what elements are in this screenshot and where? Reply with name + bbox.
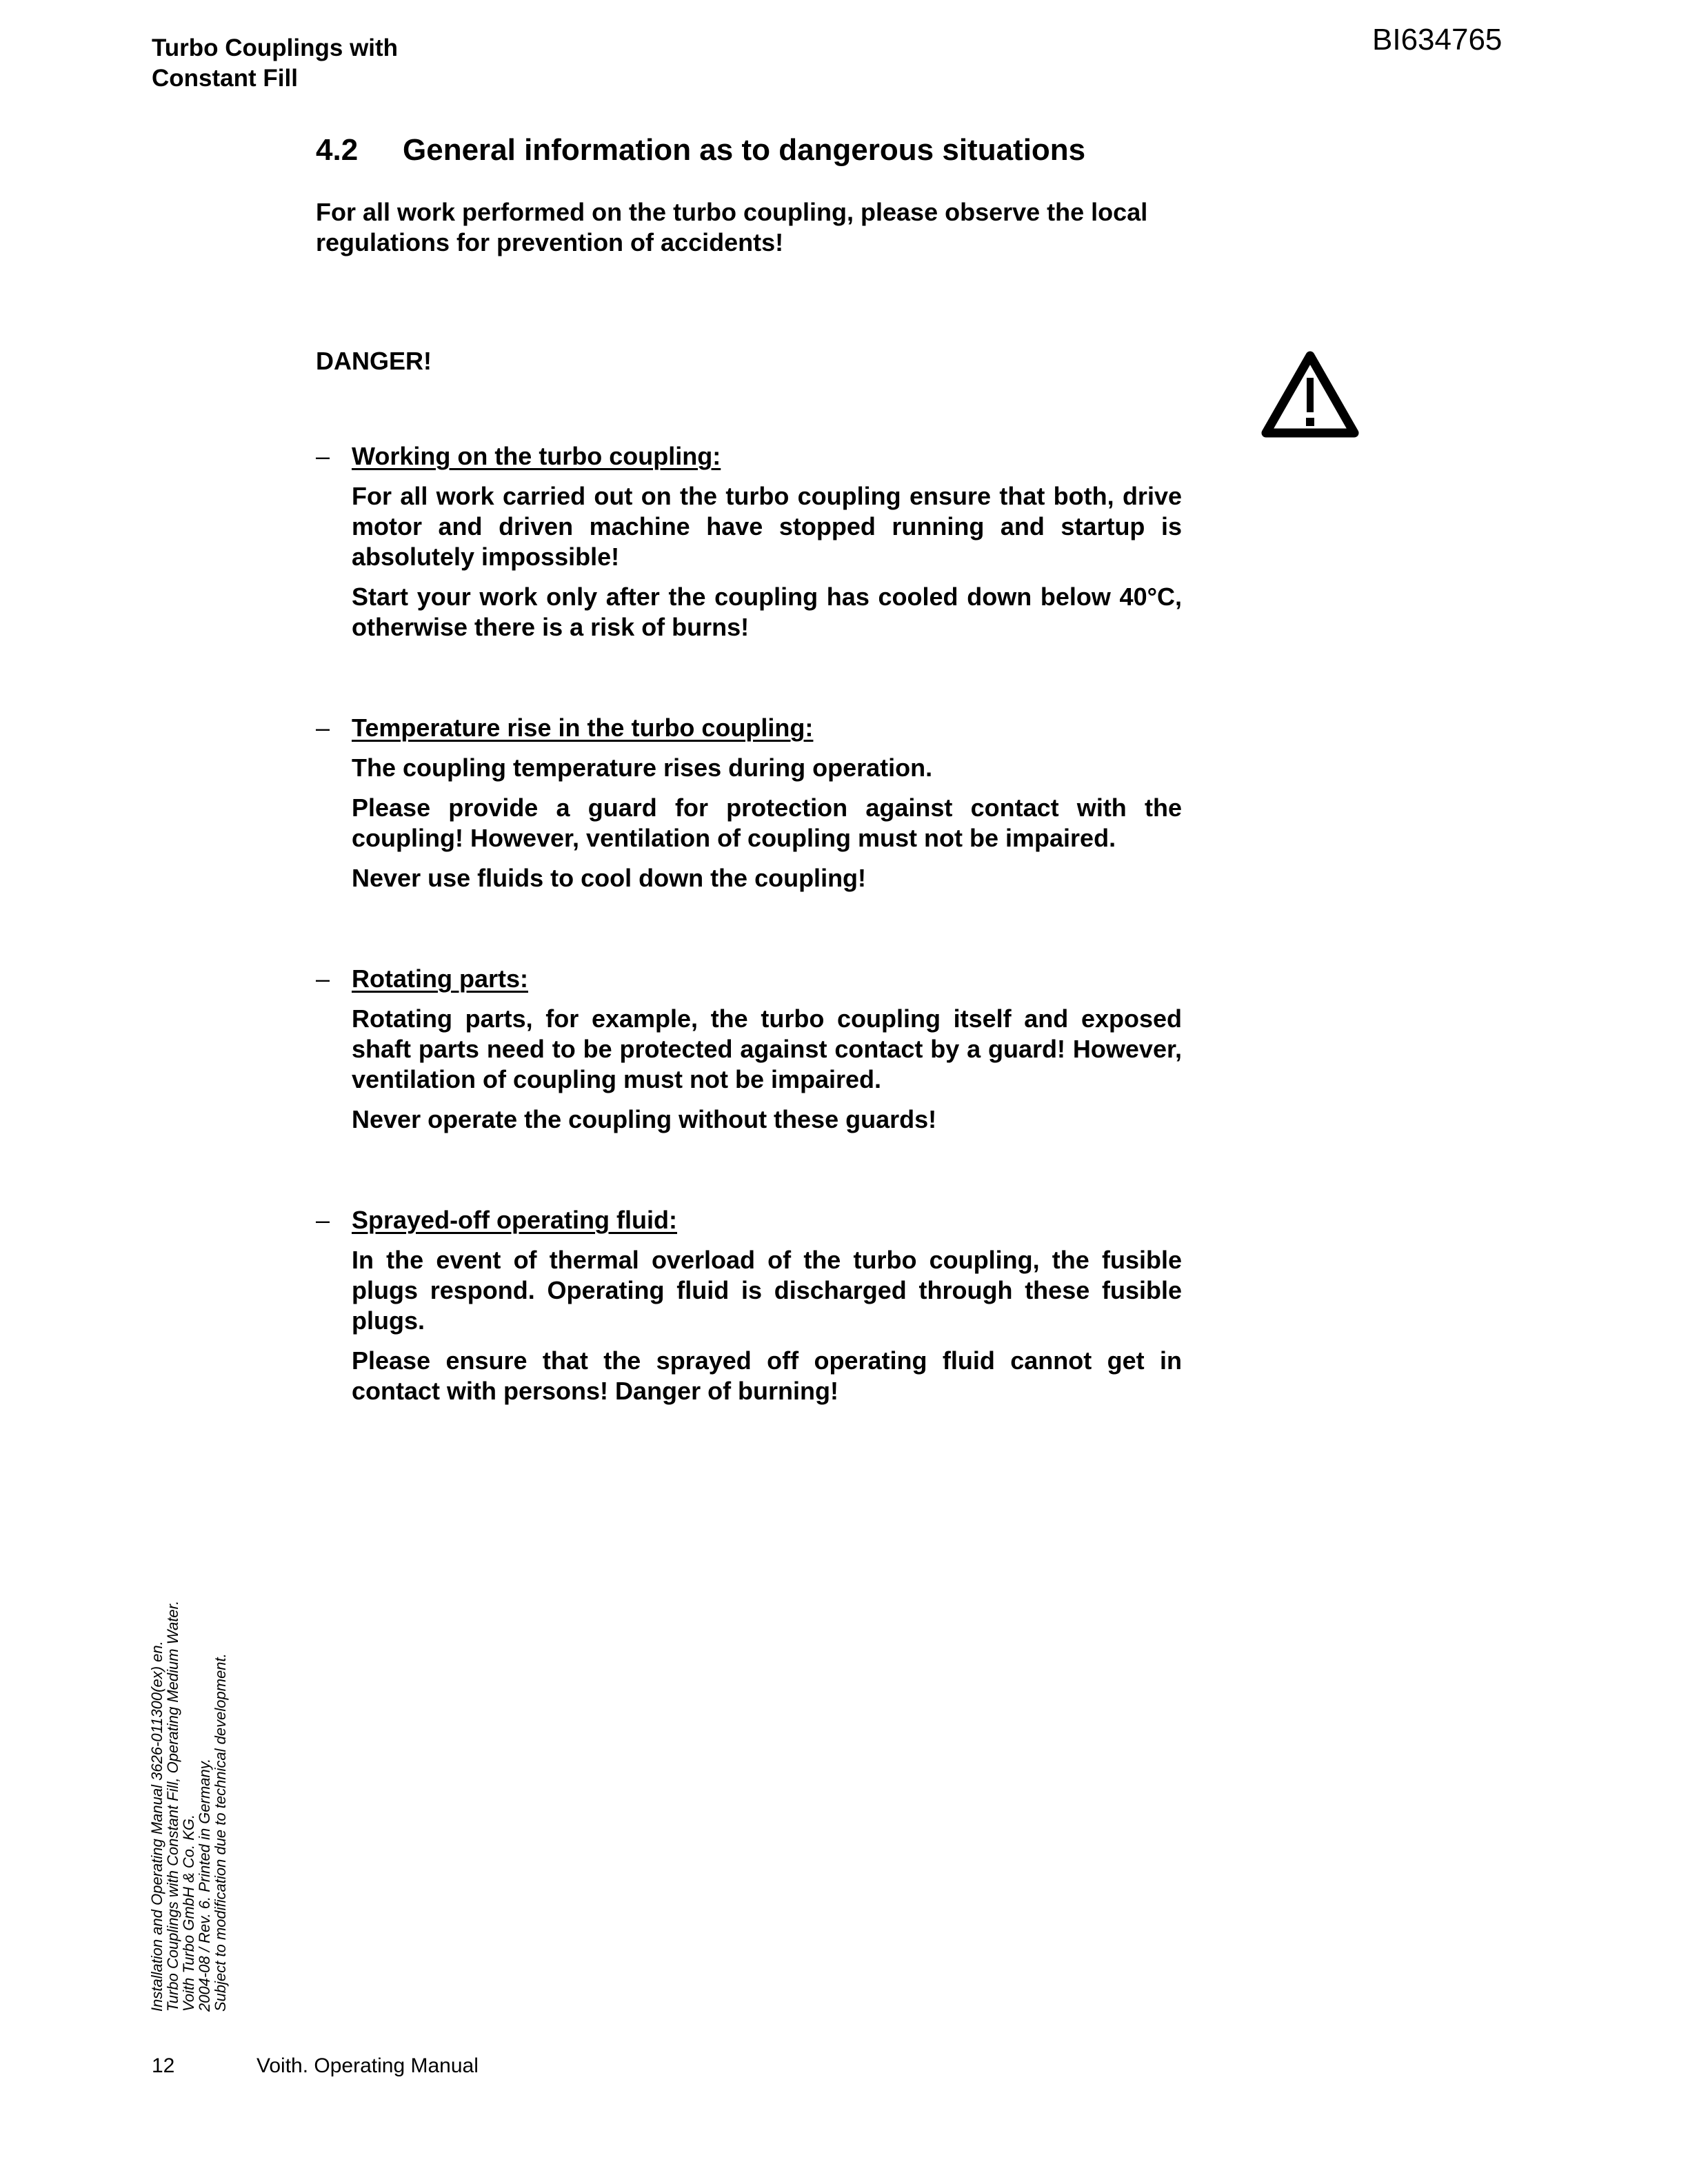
danger-item-working: [316, 441, 1182, 643]
bullet-dash: –: [316, 714, 330, 742]
document-id: BI634765: [1372, 23, 1503, 57]
imprint-line: Voith Turbo GmbH & Co. KG.: [180, 1814, 197, 2012]
imprint-line: Subject to modification due to technical development.: [212, 1653, 229, 2012]
item-paragraph: Never operate the coupling without these guards!: [352, 1105, 937, 1133]
header-title-line2: Constant Fill: [152, 65, 298, 92]
page-number: 12: [152, 2054, 175, 2077]
item-paragraph: Rotating parts, for example, the turbo coupling itself and exposed shaft parts need to be protected against contact by a guard! However, ventilation of coupling must not be impaired.: [352, 1004, 1182, 1093]
header-title-line1: Turbo Couplings with: [152, 34, 399, 61]
item-paragraph: Start your work only after the coupling has cooled down below 40°C, otherwise there is a risk of burns!: [352, 583, 1182, 641]
section-number: 4.2: [316, 133, 359, 167]
item-title: Working on the turbo coupling:: [352, 442, 721, 470]
section-heading: [316, 131, 1085, 170]
item-paragraph: The coupling temperature rises during operation.: [352, 754, 933, 782]
header-title: [152, 33, 398, 94]
vertical-imprint: [149, 1601, 228, 2012]
item-paragraph: Please ensure that the sprayed off operating fluid cannot get in contact with persons! Danger of burning!: [352, 1346, 1182, 1405]
item-paragraph: In the event of thermal overload of the turbo coupling, the fusible plugs respond. Operating fluid is discharged through these fusible plugs.: [352, 1246, 1182, 1335]
danger-item-temperature: [316, 713, 1182, 893]
item-title: Rotating parts:: [352, 964, 528, 993]
danger-item-rotating: [316, 964, 1182, 1135]
item-paragraph: Never use fluids to cool down the coupling!: [352, 864, 867, 892]
item-paragraph: For all work carried out on the turbo coupling ensure that both, drive motor and driven machine have stopped running and startup is absolutely impossible!: [352, 482, 1182, 571]
bullet-dash: –: [316, 442, 330, 470]
imprint-line: Installation and Operating Manual 3626-011300(ex) en.: [148, 1641, 165, 2012]
item-title: Sprayed-off operating fluid:: [352, 1206, 677, 1234]
danger-item-sprayed-fluid: [316, 1205, 1182, 1406]
warning-triangle-icon: [1259, 347, 1361, 441]
footer-text: Voith. Operating Manual: [257, 2054, 479, 2077]
bullet-dash: –: [316, 1206, 330, 1234]
imprint-line: Turbo Couplings with Constant Fill, Operating Medium Water.: [164, 1600, 181, 2012]
danger-label: DANGER!: [316, 347, 432, 375]
bullet-dash: –: [316, 964, 330, 993]
section-title: General information as to dangerous situations: [403, 133, 1086, 167]
item-title: Temperature rise in the turbo coupling:: [352, 714, 814, 742]
intro-text: For all work performed on the turbo coupling, please observe the local regulations for prevention of accidents!: [316, 198, 1148, 256]
item-paragraph: Please provide a guard for protection against contact with the coupling! However, ventilation of coupling must not be impaired.: [352, 793, 1182, 852]
imprint-line: 2004-08 / Rev. 6. Printed in Germany.: [196, 1758, 213, 2012]
